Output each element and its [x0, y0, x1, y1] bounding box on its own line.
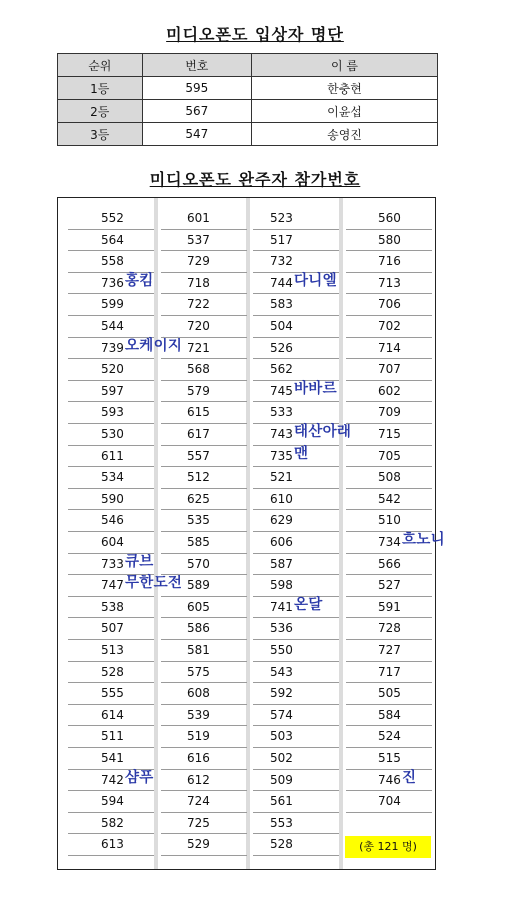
finisher-entry [68, 208, 154, 230]
bib-number: 582 [101, 815, 124, 830]
finisher-entry [253, 770, 339, 792]
finisher-entry [68, 446, 154, 468]
finisher-entry [161, 402, 247, 424]
finisher-entry [161, 618, 247, 640]
bib-number: 599 [101, 297, 124, 312]
number-cell: 595 [142, 77, 251, 100]
finisher-entry [253, 446, 339, 468]
bib-number: 584 [378, 707, 401, 722]
bib-number: 524 [378, 729, 401, 744]
bib-number: 739 [101, 340, 124, 355]
finisher-entry [68, 683, 154, 705]
bib-number: 513 [101, 643, 124, 657]
bib-number: 583 [270, 297, 293, 312]
finisher-entry [346, 770, 432, 792]
bib-number: 721 [187, 340, 210, 355]
finisher-entry [346, 294, 432, 316]
finisher-entry [68, 554, 154, 576]
finisher-entry [68, 597, 154, 619]
bib-number: 517 [270, 232, 293, 247]
rider-nickname: 샴푸 [125, 769, 154, 786]
bib-number: 741 [270, 599, 293, 614]
bib-number: 510 [378, 513, 401, 528]
winners-title: 미디오폰도 입상자 명단 [166, 25, 344, 44]
finisher-entry [161, 575, 247, 597]
finisher-entry [161, 381, 247, 403]
bib-number: 602 [378, 383, 401, 398]
rider-nickname: 진 [402, 769, 417, 786]
column-header-name: 이 름 [252, 54, 438, 77]
bib-number: 746 [378, 772, 401, 787]
finisher-entry [346, 640, 432, 662]
bib-number: 717 [378, 664, 401, 679]
bib-number: 528 [270, 837, 293, 852]
bib-number: 581 [187, 643, 210, 657]
bib-number: 519 [187, 729, 210, 744]
finisher-entry [346, 251, 432, 273]
bib-number: 568 [187, 362, 210, 377]
bib-number: 511 [101, 729, 124, 744]
finisher-entry [346, 510, 432, 532]
bib-number: 610 [270, 491, 293, 506]
finisher-entry [68, 640, 154, 662]
bib-number: 507 [101, 621, 124, 636]
finisher-entry [346, 748, 432, 770]
finisher-entry [346, 554, 432, 576]
column-separator [339, 198, 343, 869]
bib-number: 705 [378, 448, 401, 463]
rider-nickname: 오케이지 [125, 337, 183, 354]
bib-number: 728 [378, 621, 401, 636]
finisher-entry [253, 467, 339, 489]
bib-number: 617 [187, 427, 210, 441]
rider-nickname: 큐브 [125, 553, 154, 570]
name-cell: 한충현 [252, 77, 438, 100]
finisher-entry [253, 791, 339, 813]
finisher-entry [161, 791, 247, 813]
bib-number: 523 [270, 211, 293, 225]
bib-number: 590 [101, 491, 124, 506]
finisher-entry [68, 662, 154, 684]
rider-nickname: 무한도전 [125, 575, 183, 592]
column-header-number: 번호 [142, 54, 251, 77]
column-header-rank: 순위 [58, 54, 143, 77]
table-header-row [58, 54, 438, 77]
bib-number: 744 [270, 275, 293, 290]
finisher-entry [253, 208, 339, 230]
finishers-title: 미디오폰도 완주자 참가번호 [149, 170, 361, 189]
finisher-entry [161, 726, 247, 748]
bib-number: 734 [378, 535, 401, 549]
bib-number: 709 [378, 405, 401, 420]
finisher-entry [161, 208, 247, 230]
bib-number: 505 [378, 686, 401, 701]
bib-number: 593 [101, 405, 124, 420]
finisher-entry [161, 273, 247, 295]
bib-number: 586 [187, 621, 210, 636]
finisher-entry [253, 618, 339, 640]
finisher-entry [253, 251, 339, 273]
rider-nickname: 온달 [294, 596, 323, 613]
bib-number: 608 [187, 686, 210, 701]
bib-number: 716 [378, 254, 401, 269]
bib-number: 534 [101, 470, 124, 485]
bib-number: 735 [270, 448, 293, 463]
finisher-entry [253, 748, 339, 770]
bib-number: 539 [187, 707, 210, 722]
bib-number: 604 [101, 535, 124, 549]
bib-number: 512 [187, 470, 210, 485]
finisher-entry [253, 813, 339, 835]
finisher-entry [253, 230, 339, 252]
finisher-entry [253, 683, 339, 705]
bib-number: 575 [187, 664, 210, 679]
bib-number: 544 [101, 319, 124, 333]
finisher-entry [346, 208, 432, 230]
finisher-entry [161, 251, 247, 273]
finisher-entry [346, 446, 432, 468]
finisher-entry [346, 381, 432, 403]
number-cell: 567 [142, 100, 251, 123]
finisher-entry [161, 597, 247, 619]
finisher-entry [253, 424, 352, 446]
bib-number: 714 [378, 340, 401, 355]
bib-number: 732 [270, 254, 293, 269]
finisher-entry [161, 359, 247, 381]
bib-number: 526 [270, 340, 293, 355]
finisher-entry [253, 726, 339, 748]
bib-number: 707 [378, 362, 401, 377]
finisher-entry [68, 402, 154, 424]
bib-number: 591 [378, 599, 401, 614]
bib-number: 736 [101, 275, 124, 290]
finisher-entry [253, 273, 339, 295]
finisher-entry [68, 294, 154, 316]
bib-number: 597 [101, 383, 124, 398]
finisher-entry [68, 770, 154, 792]
bib-number: 504 [270, 319, 293, 333]
bib-number: 587 [270, 556, 293, 571]
bib-number: 725 [187, 815, 210, 830]
bib-number: 615 [187, 405, 210, 420]
finisher-entry [161, 316, 247, 338]
rider-nickname: 맨 [294, 445, 309, 462]
bib-number: 613 [101, 837, 124, 852]
finisher-entry [346, 683, 432, 705]
bib-number: 574 [270, 707, 293, 722]
finisher-entry [161, 532, 247, 554]
finisher-entry [68, 467, 154, 489]
finisher-entry [253, 489, 339, 511]
bib-number: 747 [101, 578, 124, 593]
bib-number: 558 [101, 254, 124, 269]
finisher-entry [161, 640, 247, 662]
bib-number: 509 [270, 772, 293, 787]
bib-number: 727 [378, 643, 401, 657]
bib-number: 592 [270, 686, 293, 701]
rider-nickname: 다니엘 [294, 272, 337, 289]
bib-number: 611 [101, 448, 124, 463]
bib-number: 580 [378, 232, 401, 247]
finisher-entry [346, 662, 432, 684]
bib-number: 706 [378, 297, 401, 312]
bib-number: 724 [187, 794, 210, 809]
finisher-entry [253, 381, 339, 403]
table-row [58, 100, 438, 123]
finisher-entry [161, 510, 247, 532]
bib-number: 536 [270, 621, 293, 636]
finisher-entry [161, 813, 247, 835]
finisher-entry [68, 337, 183, 360]
finisher-entry [68, 813, 154, 835]
bib-number: 508 [378, 470, 401, 485]
finisher-entry [161, 467, 247, 489]
finisher-entry [346, 575, 432, 597]
bib-number: 561 [270, 794, 293, 809]
rider-nickname: 바바르 [294, 380, 337, 397]
bib-number: 702 [378, 319, 401, 333]
number-cell: 547 [142, 123, 251, 146]
finisher-entry [68, 748, 154, 770]
finisher-entry [161, 446, 247, 468]
finisher-entry [68, 359, 154, 381]
rider-nickname: 태산아래 [294, 424, 352, 440]
finisher-entry [253, 705, 339, 727]
bib-number: 537 [187, 232, 210, 247]
finisher-entry [253, 575, 339, 597]
finisher-entry [161, 489, 247, 511]
finisher-entry [253, 316, 339, 338]
finisher-entry [253, 402, 339, 424]
bib-number: 515 [378, 751, 401, 765]
finisher-entry [161, 770, 247, 792]
finisher-entry [68, 705, 154, 727]
finisher-entry [253, 834, 339, 856]
bib-number: 520 [101, 362, 124, 377]
finisher-entry [68, 791, 154, 813]
finisher-entry [253, 338, 339, 360]
bib-number: 535 [187, 513, 210, 528]
finisher-entry [161, 834, 247, 856]
finisher-entry [346, 273, 432, 295]
bib-number: 555 [101, 686, 124, 701]
finisher-entry [346, 359, 432, 381]
bib-number: 612 [187, 772, 210, 787]
rank-cell: 1등 [58, 77, 143, 100]
bib-number: 720 [187, 319, 210, 333]
finisher-entry [346, 618, 432, 640]
bib-number: 521 [270, 470, 293, 485]
finisher-entry [68, 618, 154, 640]
finisher-entry [68, 381, 154, 403]
finisher-entry [253, 510, 339, 532]
name-cell: 송영진 [252, 123, 438, 146]
finisher-entry [161, 230, 247, 252]
bib-number: 542 [378, 491, 401, 506]
finisher-entry [68, 424, 154, 446]
rank-cell: 2등 [58, 100, 143, 123]
bib-number: 527 [378, 578, 401, 593]
bib-number: 745 [270, 383, 293, 398]
bib-number: 606 [270, 535, 293, 549]
winners-table [57, 53, 438, 146]
finisher-entry [68, 316, 154, 338]
bib-number: 550 [270, 643, 293, 657]
finisher-entry [253, 294, 339, 316]
bib-number: 742 [101, 772, 124, 787]
finisher-entry [68, 251, 154, 273]
bib-number: 529 [187, 837, 210, 852]
bib-number: 566 [378, 556, 401, 571]
finisher-entry [68, 510, 154, 532]
finisher-entry [253, 554, 339, 576]
bib-number: 552 [101, 211, 124, 225]
bib-number: 530 [101, 427, 124, 441]
bib-number: 541 [101, 751, 124, 765]
finisher-entry [346, 424, 432, 446]
bib-number: 546 [101, 513, 124, 528]
bib-number: 503 [270, 729, 293, 744]
bib-number: 579 [187, 383, 210, 398]
bib-number: 733 [101, 556, 124, 571]
finisher-entry [161, 683, 247, 705]
finisher-entry [253, 359, 339, 381]
finisher-entry [161, 662, 247, 684]
finisher-entry [346, 230, 432, 252]
bib-number: 553 [270, 815, 293, 830]
finisher-entry [346, 705, 432, 727]
column-separator [154, 198, 158, 869]
finisher-entry [346, 597, 432, 619]
bib-number: 629 [270, 513, 293, 528]
finisher-entry [161, 554, 247, 576]
rider-nickname: 흐노니 [402, 532, 445, 548]
finishers-board [57, 197, 445, 870]
bib-number: 543 [270, 664, 293, 679]
finisher-entry [161, 705, 247, 727]
bib-number: 729 [187, 254, 210, 269]
bib-number: 533 [270, 405, 293, 420]
rank-cell: 3등 [58, 123, 143, 146]
table-row [58, 123, 438, 146]
bib-number: 598 [270, 578, 293, 593]
bib-number: 616 [187, 751, 210, 765]
bib-number: 502 [270, 751, 293, 765]
finisher-entry [161, 294, 247, 316]
finisher-entry [346, 338, 432, 360]
bib-number: 743 [270, 427, 293, 441]
finisher-entry [346, 726, 432, 748]
bib-number: 560 [378, 211, 401, 225]
finisher-entry [346, 489, 432, 511]
finisher-entry [253, 662, 339, 684]
bib-number: 605 [187, 599, 210, 614]
bib-number: 713 [378, 275, 401, 290]
bib-number: 564 [101, 232, 124, 247]
bib-number: 528 [101, 664, 124, 679]
bib-number: 562 [270, 362, 293, 377]
finisher-entry [253, 597, 339, 619]
finisher-entry [161, 424, 247, 446]
bib-number: 601 [187, 211, 210, 225]
finisher-entry [68, 489, 154, 511]
rider-nickname: 홍킴 [125, 272, 154, 289]
finisher-entry [253, 532, 339, 554]
bib-number: 557 [187, 448, 210, 463]
bib-number: 585 [187, 535, 210, 549]
total-count-badge: (총 121 명) [345, 836, 431, 858]
finisher-entry [346, 532, 445, 554]
name-cell: 이윤섭 [252, 100, 438, 123]
bib-number: 704 [378, 794, 401, 809]
bib-number: 594 [101, 794, 124, 809]
finisher-entry [68, 532, 154, 554]
bib-number: 718 [187, 275, 210, 290]
bib-number: 614 [101, 707, 124, 722]
finisher-entry [346, 467, 432, 489]
table-row [58, 77, 438, 100]
finisher-entry [68, 575, 183, 597]
finisher-entry [161, 338, 247, 360]
bib-number: 625 [187, 491, 210, 506]
bib-number: 715 [378, 427, 401, 441]
finisher-entry [346, 402, 432, 424]
finisher-entry [68, 726, 154, 748]
finisher-entry [346, 791, 432, 813]
finisher-entry [68, 230, 154, 252]
finisher-entry [253, 640, 339, 662]
finisher-entry [161, 748, 247, 770]
bib-number: 538 [101, 599, 124, 614]
finisher-entry [68, 834, 154, 856]
finisher-entry [68, 273, 154, 295]
bib-number: 570 [187, 556, 210, 571]
bib-number: 722 [187, 297, 210, 312]
bib-number: 589 [187, 578, 210, 593]
finisher-entry [346, 316, 432, 338]
